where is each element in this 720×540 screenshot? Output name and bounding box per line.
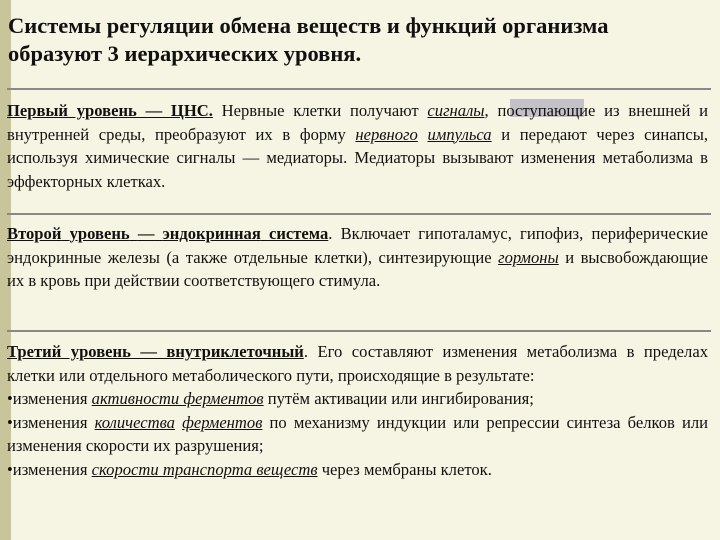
level-2-heading-word-3: эндокринная xyxy=(162,224,261,243)
level-2-text-1: . Включает гипоталамус, гипофиз, периферические эндокринные железы (а также отдельные клетки), синтезирующие xyxy=(7,224,708,267)
level-2-heading-space-2 xyxy=(130,224,138,243)
bullet-item-1 xyxy=(7,387,708,411)
bullet-3-text: через мембраны клеток. xyxy=(317,459,492,479)
bullet-3-prefix: •изменения xyxy=(7,459,92,479)
bullet-item-2 xyxy=(7,411,708,458)
level-1-text-1: Нервные клетки получают xyxy=(212,101,428,120)
term-enzyme-quantity: количества xyxy=(94,412,175,432)
term-enzymes: ферментов xyxy=(182,412,263,432)
title-line-1: Системы регуляции обмена веществ и функций организма xyxy=(8,13,609,38)
term-transport-rate: скорости транспорта веществ xyxy=(91,459,318,479)
level-2-heading-space-1 xyxy=(61,224,69,243)
level-2-heading-word-1: Второй xyxy=(7,224,62,243)
level-3-text-1: . Его составляют изменения метаболизма в пределах клетки или отдельного метаболического пути, происходящие в результате: xyxy=(7,342,708,385)
level-2-heading-space-4 xyxy=(261,224,269,243)
bullet-2-prefix: •изменения xyxy=(7,412,95,432)
level-2-heading-space-3 xyxy=(154,224,162,243)
bullet-2-text: по механизму индукции или репрессии синтеза белков или изменения скорости их разрушения; xyxy=(7,412,708,456)
term-enzyme-activity: активности ферментов xyxy=(91,389,264,409)
bullet-item-3 xyxy=(7,458,708,482)
level-1-heading: Первый уровень — ЦНС. xyxy=(7,101,213,120)
level-2-text-2: и высвобождающие их в кровь при действии соответствующего стимула. xyxy=(7,247,708,291)
title-line-2: образуют 3 иерархических уровня. xyxy=(8,41,362,66)
level-1-text-2: , поступающие из внешней и внутренней среды, преобразуют их в форму xyxy=(7,101,708,144)
slide-title xyxy=(8,12,708,68)
level-1-paragraph xyxy=(7,99,708,193)
divider-3 xyxy=(7,330,711,332)
level-3-heading: Третий уровень — внутриклеточный xyxy=(7,342,304,361)
level-2-paragraph xyxy=(7,222,708,293)
term-nerve: нервного xyxy=(355,124,418,144)
level-1-text-3: и передают через синапсы, используя химические сигналы — медиаторы. Медиаторы вызывают изменения метаболизма в эффекторных клетках. xyxy=(7,124,708,191)
term-signals: сигналы xyxy=(427,101,485,120)
term-impulse: импульса xyxy=(427,124,492,144)
level-2-heading-word-2: уровень xyxy=(69,224,130,243)
bullet-1-prefix: •изменения xyxy=(7,389,92,409)
level-2-heading-dash: — xyxy=(137,224,155,243)
divider-2 xyxy=(7,213,711,215)
level-2-heading-word-4: система xyxy=(268,224,329,243)
level-3-paragraph xyxy=(7,340,708,482)
divider-1 xyxy=(7,88,711,90)
bullet-1-text: путём активации или ингибирования; xyxy=(263,389,534,409)
term-hormones: гормоны xyxy=(498,247,559,267)
